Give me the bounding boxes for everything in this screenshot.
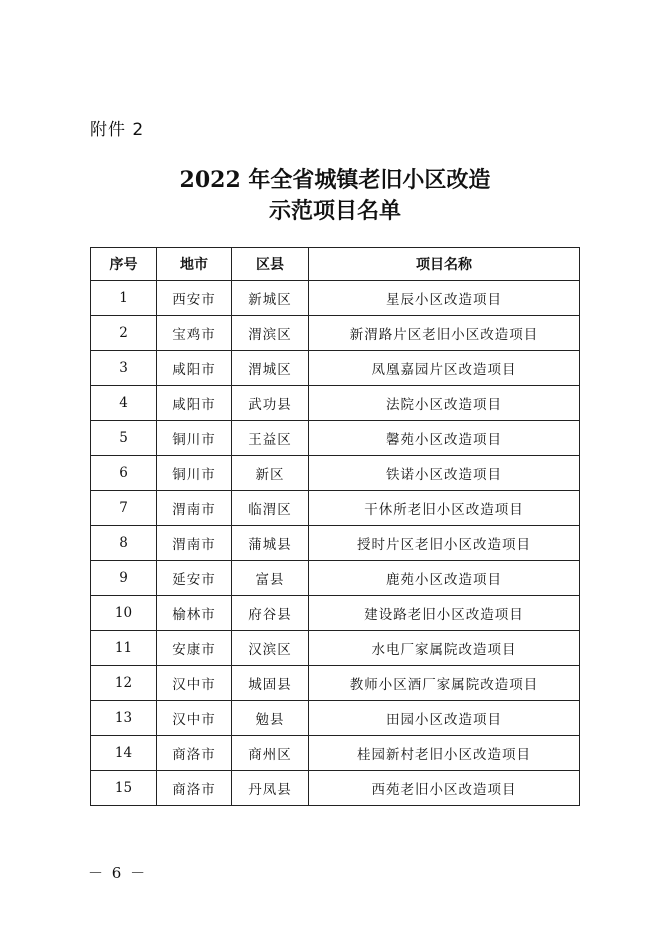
cell-district: 渭城区 xyxy=(232,351,309,386)
cell-index: 13 xyxy=(91,701,157,736)
cell-project-name: 田园小区改造项目 xyxy=(309,701,580,736)
cell-index: 14 xyxy=(91,736,157,771)
table-row xyxy=(91,491,580,526)
cell-district: 勉县 xyxy=(232,701,309,736)
cell-index: 10 xyxy=(91,596,157,631)
cell-index: 7 xyxy=(91,491,157,526)
table-row xyxy=(91,281,580,316)
cell-project-name: 铁诺小区改造项目 xyxy=(309,456,580,491)
cell-city: 汉中市 xyxy=(157,666,232,701)
cell-city: 延安市 xyxy=(157,561,232,596)
cell-index: 4 xyxy=(91,386,157,421)
cell-district: 商州区 xyxy=(232,736,309,771)
cell-city: 安康市 xyxy=(157,631,232,666)
cell-district: 新区 xyxy=(232,456,309,491)
cell-district: 渭滨区 xyxy=(232,316,309,351)
cell-city: 商洛市 xyxy=(157,771,232,806)
header-project-name: 项目名称 xyxy=(309,248,580,281)
table-row xyxy=(91,701,580,736)
document-title-line-1: 2022 年全省城镇老旧小区改造 xyxy=(179,167,491,193)
cell-project-name: 法院小区改造项目 xyxy=(309,386,580,421)
table-row xyxy=(91,631,580,666)
cell-index: 12 xyxy=(91,666,157,701)
table-row xyxy=(91,596,580,631)
cell-project-name: 凤凰嘉园片区改造项目 xyxy=(309,351,580,386)
cell-project-name: 馨苑小区改造项目 xyxy=(309,421,580,456)
table-row xyxy=(91,421,580,456)
cell-city: 榆林市 xyxy=(157,596,232,631)
table-header-row xyxy=(91,248,580,281)
table-row xyxy=(91,526,580,561)
cell-project-name: 授时片区老旧小区改造项目 xyxy=(309,526,580,561)
cell-index: 3 xyxy=(91,351,157,386)
cell-project-name: 干休所老旧小区改造项目 xyxy=(309,491,580,526)
cell-city: 咸阳市 xyxy=(157,386,232,421)
cell-city: 铜川市 xyxy=(157,456,232,491)
project-table xyxy=(90,247,580,806)
cell-index: 1 xyxy=(91,281,157,316)
cell-district: 府谷县 xyxy=(232,596,309,631)
cell-district: 武功县 xyxy=(232,386,309,421)
cell-index: 8 xyxy=(91,526,157,561)
cell-city: 宝鸡市 xyxy=(157,316,232,351)
table-row xyxy=(91,736,580,771)
cell-index: 15 xyxy=(91,771,157,806)
cell-project-name: 星辰小区改造项目 xyxy=(309,281,580,316)
cell-index: 6 xyxy=(91,456,157,491)
attachment-label: 附件 2 xyxy=(90,120,145,140)
cell-district: 新城区 xyxy=(232,281,309,316)
cell-district: 临渭区 xyxy=(232,491,309,526)
cell-city: 铜川市 xyxy=(157,421,232,456)
cell-city: 渭南市 xyxy=(157,526,232,561)
cell-project-name: 新渭路片区老旧小区改造项目 xyxy=(309,316,580,351)
cell-project-name: 桂园新村老旧小区改造项目 xyxy=(309,736,580,771)
header-city: 地市 xyxy=(157,248,232,281)
table-row xyxy=(91,456,580,491)
cell-district: 王益区 xyxy=(232,421,309,456)
table-row xyxy=(91,386,580,421)
cell-district: 城固县 xyxy=(232,666,309,701)
table-row xyxy=(91,351,580,386)
page-number: － 6 － xyxy=(88,864,148,882)
cell-project-name: 西苑老旧小区改造项目 xyxy=(309,771,580,806)
cell-index: 11 xyxy=(91,631,157,666)
table-row xyxy=(91,666,580,701)
cell-district: 丹凤县 xyxy=(232,771,309,806)
cell-city: 商洛市 xyxy=(157,736,232,771)
table-row xyxy=(91,316,580,351)
header-district: 区县 xyxy=(232,248,309,281)
cell-city: 西安市 xyxy=(157,281,232,316)
document-title-line-2: 示范项目名单 xyxy=(268,198,401,224)
cell-city: 咸阳市 xyxy=(157,351,232,386)
cell-index: 9 xyxy=(91,561,157,596)
cell-district: 汉滨区 xyxy=(232,631,309,666)
cell-project-name: 鹿苑小区改造项目 xyxy=(309,561,580,596)
cell-city: 汉中市 xyxy=(157,701,232,736)
cell-project-name: 建设路老旧小区改造项目 xyxy=(309,596,580,631)
cell-district: 蒲城县 xyxy=(232,526,309,561)
table-row xyxy=(91,561,580,596)
cell-index: 2 xyxy=(91,316,157,351)
cell-index: 5 xyxy=(91,421,157,456)
cell-district: 富县 xyxy=(232,561,309,596)
header-index: 序号 xyxy=(91,248,157,281)
cell-project-name: 水电厂家属院改造项目 xyxy=(309,631,580,666)
cell-city: 渭南市 xyxy=(157,491,232,526)
table-row xyxy=(91,771,580,806)
cell-project-name: 教师小区酒厂家属院改造项目 xyxy=(309,666,580,701)
